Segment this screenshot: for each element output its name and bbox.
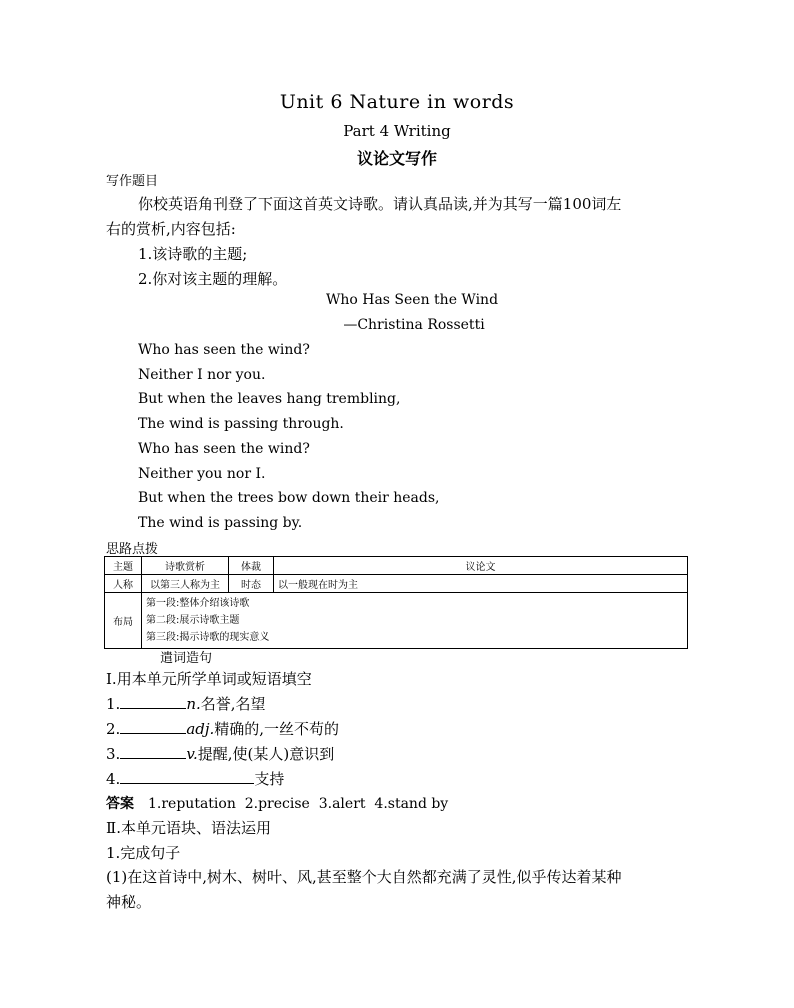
poem-line: The wind is passing through. [138,416,344,432]
part-of-speech: n. [186,695,201,713]
part1-title: Ⅰ.用本单元所学单词或短语填空 [106,670,312,688]
poem-line: Neither you nor I. [138,466,266,482]
sentence-1-line1: (1)在这首诗中,树木、树叶、风,甚至整个大自然都充满了灵性,似乎传达着某种 [106,868,622,886]
item-meaning: 提醒,使(某人)意识到 [197,745,335,763]
poem-line: The wind is passing by. [138,515,303,531]
poem-line: But when the leaves hang trembling, [138,391,401,407]
vocab-heading: 遣词造句 [160,651,213,666]
task-point-1: 1.该诗歌的主题; [138,245,248,263]
item-number: 2. [106,720,121,738]
part2-title: Ⅱ.本单元语块、语法运用 [106,819,271,837]
vocab-item-1 [106,693,266,714]
item-number: 1. [106,695,121,713]
item-number: 3. [106,745,121,763]
part-of-speech: adj. [186,720,215,738]
table-cell: 诗歌赏析 [142,557,229,575]
section-subtitle: 议论文写作 [356,149,437,168]
part-title: Part 4 Writing [343,122,451,140]
layout-item: 第二段:展示诗歌主题 [146,615,240,626]
vocab-item-3 [106,743,334,764]
table-cell: 以第三人称为主 [142,575,229,593]
sentence-1-line2: 神秘。 [106,893,152,911]
task-point-2: 2.你对该主题的理解。 [138,270,288,288]
answer-label: 答案 [106,796,134,812]
part-of-speech: v. [186,745,198,763]
poem-line: Who has seen the wind? [138,342,310,358]
table-cell: 时态 [229,575,274,593]
vocab-item-4 [106,768,284,789]
poem-line: But when the trees bow down their heads, [138,490,440,506]
answer-blank[interactable] [120,769,254,784]
poem-line: Who has seen the wind? [138,441,310,457]
table-row [105,557,688,575]
table-cell: 布局 [105,593,142,649]
table-row [105,593,688,649]
table-cell: 人称 [105,575,142,593]
task-heading: 写作题目 [106,174,159,189]
layout-item: 第一段:整体介绍该诗歌 [146,598,250,609]
layout-item: 第三段:揭示诗歌的现实意义 [146,632,270,643]
table-row [105,575,688,593]
complete-title: 1.完成句子 [106,844,181,862]
answer-text: 1.reputation 2.precise 3.alert 4.stand by [148,796,449,812]
table-cell: 主题 [105,557,142,575]
poem-author: —Christina Rossetti [343,317,485,333]
layout-cell [142,593,688,649]
task-intro-line2: 右的赏析,内容包括: [106,220,236,238]
item-meaning: 精确的,一丝不苟的 [214,720,340,738]
answer-line [106,793,448,813]
item-number: 4. [106,770,121,788]
task-intro-line1: 你校英语角刊登了下面这首英文诗歌。请认真品读,并为其写一篇100词左 [138,195,622,213]
table-cell: 议论文 [274,557,688,575]
outline-table [104,556,688,649]
answer-blank[interactable] [120,694,186,709]
item-meaning: 支持 [254,770,285,788]
poem-title: Who Has Seen the Wind [325,292,499,308]
answer-blank[interactable] [120,744,186,759]
poem-line: Neither I nor you. [138,367,266,383]
vocab-item-2 [106,718,339,739]
table-cell: 以一般现在时为主 [274,575,688,593]
item-meaning: 名誉,名望 [200,695,266,713]
outline-heading: 思路点拨 [106,542,159,557]
page-title: Unit 6 Nature in words [279,91,515,113]
table-cell: 体裁 [229,557,274,575]
answer-blank[interactable] [120,719,186,734]
